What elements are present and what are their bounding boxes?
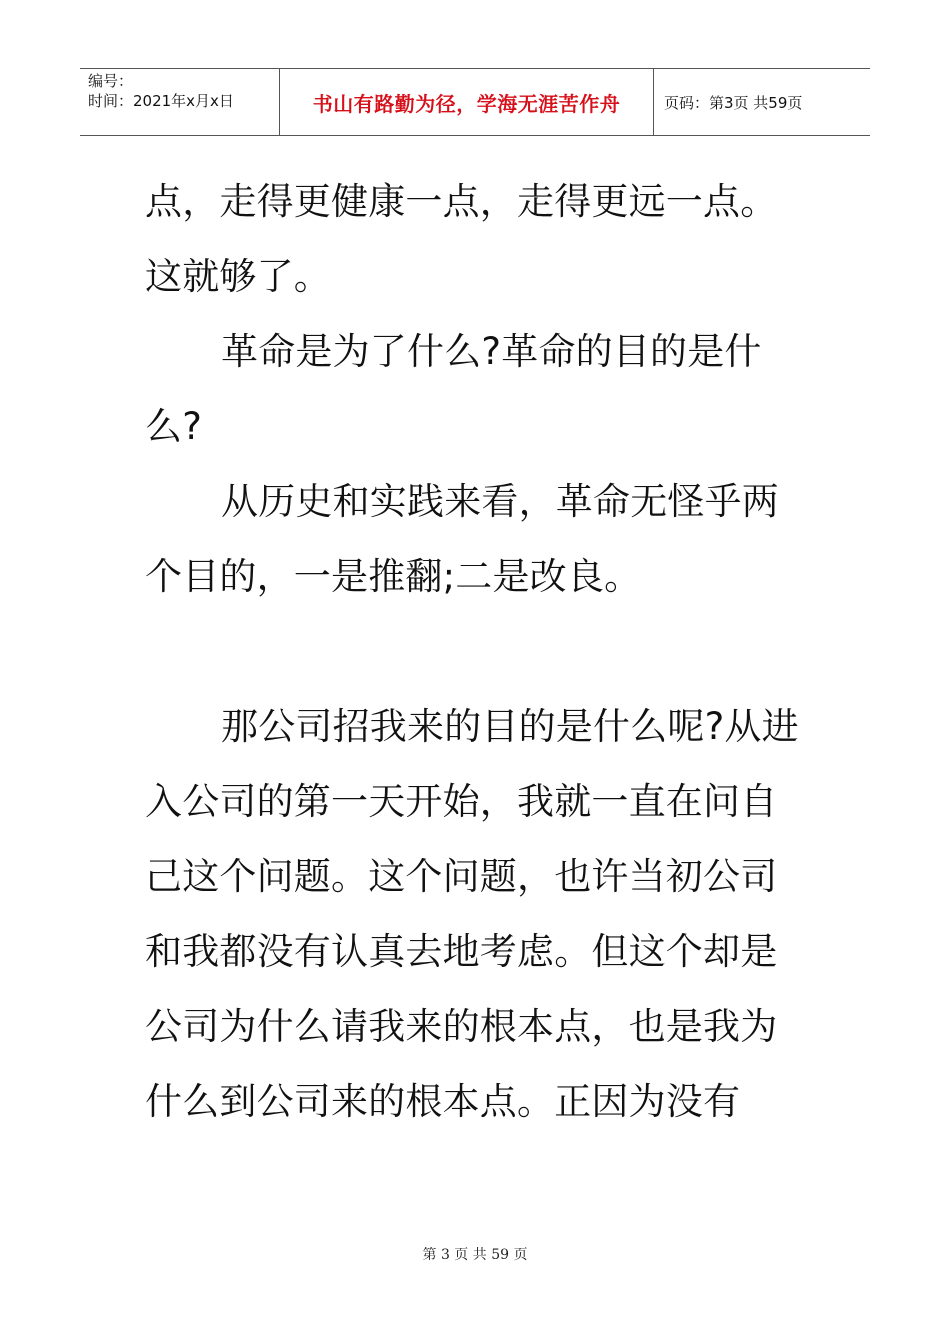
document-body (145, 164, 805, 1139)
time-label: 时间：2021年x月x日 (88, 92, 234, 110)
page-footer: 第 3 页 共 59 页 (422, 1247, 528, 1263)
header-page-info (654, 69, 870, 135)
header-motto-cell (280, 69, 654, 135)
paragraph-spacer (145, 614, 805, 689)
document-header (80, 68, 870, 136)
header-meta (80, 69, 280, 135)
paragraph-history: 从历史和实践来看，革命无怪乎两个目的，一是推翻;二是改良。 (145, 480, 779, 598)
code-label: 编号： (88, 72, 134, 90)
paragraph-question: 革命是为了什么?革命的目的是什么? (145, 330, 762, 448)
motto-text: 书山有路勤为径，学海无涯苦作舟 (312, 91, 621, 116)
paragraph-continuation: 点，走得更健康一点，走得更远一点。这就够了。 (145, 180, 778, 298)
paragraph-company: 那公司招我来的目的是什么呢?从进入公司的第一天开始，我就一直在问自己这个问题。这个问题，也许当初公司和我都没有认真去地考虑。但这个却是公司为什么请我来的根本点，也是我为什么到公司来的根本点。正因为没有 (145, 705, 799, 1123)
page-info-text: 页码：第3页 共59页 (664, 93, 803, 112)
